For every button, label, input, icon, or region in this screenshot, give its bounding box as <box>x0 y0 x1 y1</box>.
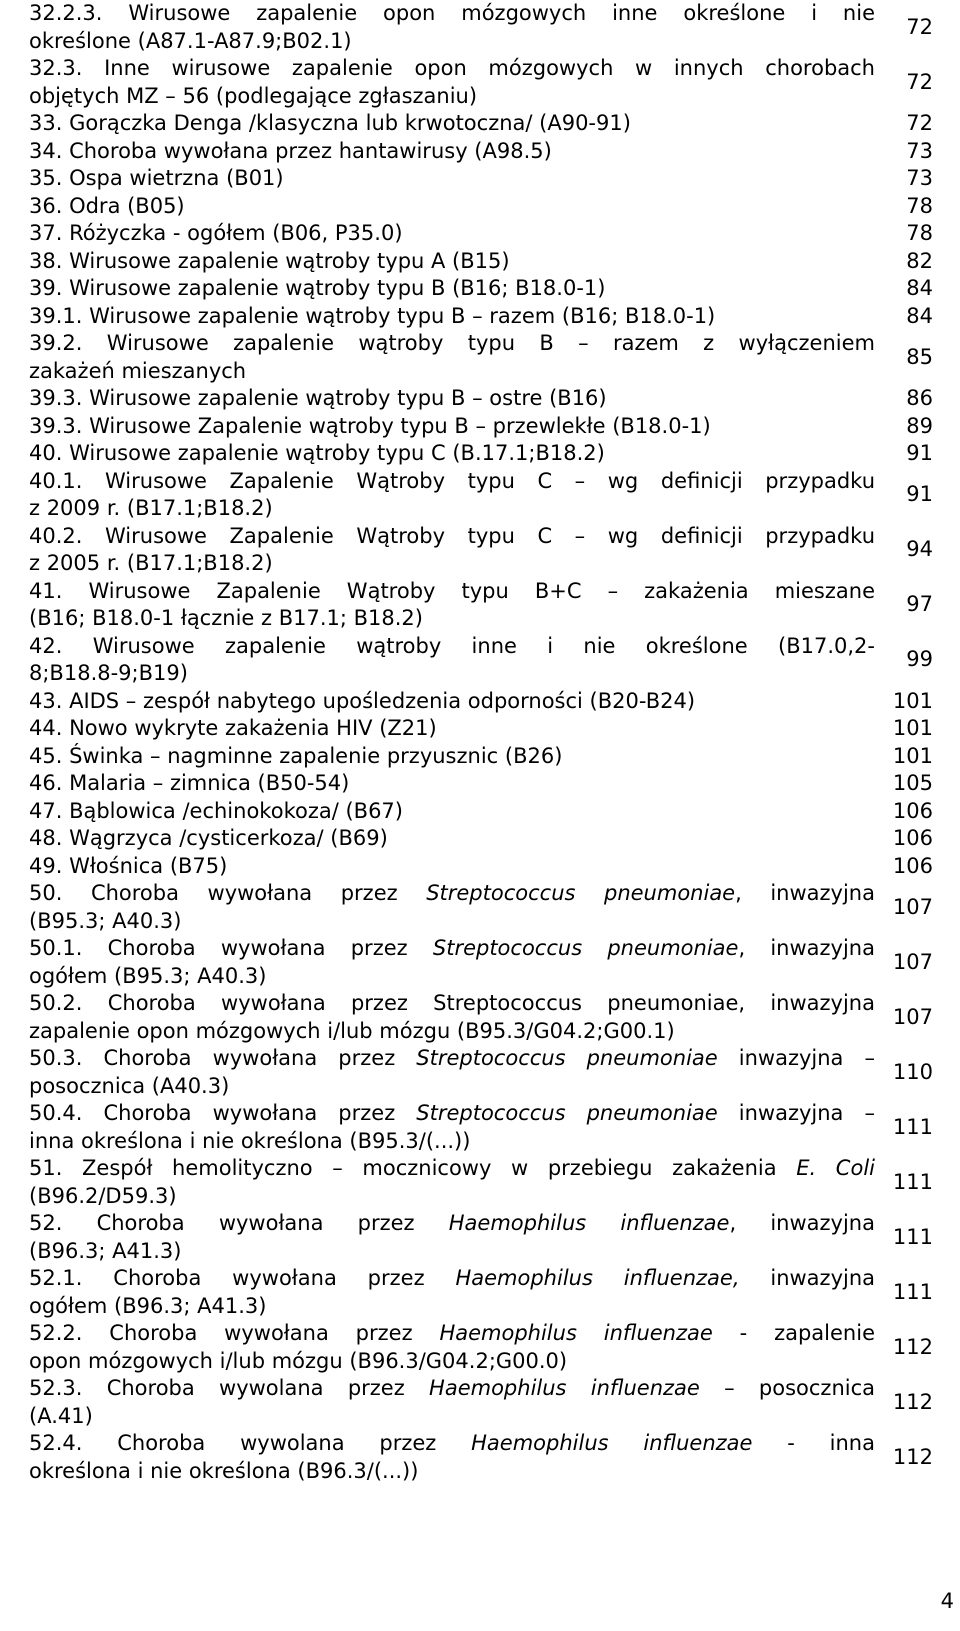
toc-entry-page-number: 106 <box>892 826 933 850</box>
toc-entry-line: określone (A87.1-A87.9;B02.1) <box>29 28 352 53</box>
toc-entry-page-number: 91 <box>906 482 933 507</box>
toc-entry-text <box>29 880 875 935</box>
toc-entry-line: określona i nie określona (B96.3/(...)) <box>29 1458 419 1483</box>
toc-entry-page-number: 72 <box>906 111 933 135</box>
toc-entry-italic-name: Haemophilus influenzae <box>448 1211 730 1235</box>
toc-entry-line: 33. Gorączka Denga /klasyczna lub krwotoczna/ (A90-91) <box>29 111 631 135</box>
toc-entry-line <box>29 1320 875 1348</box>
toc-entry-page-number: 85 <box>906 344 933 369</box>
toc-entry-text-part: 52.1. Choroba wywołana przez <box>29 1266 456 1290</box>
page-number: 4 <box>940 1589 954 1613</box>
toc-entry-text <box>29 303 875 331</box>
toc-entry <box>29 303 933 331</box>
toc-entry <box>29 55 933 110</box>
toc-entry-text-part: 50. Choroba wywołana przez <box>29 881 427 905</box>
toc-entry-page-number: 82 <box>906 248 933 273</box>
toc-entry-text <box>29 1375 875 1430</box>
toc-entry-line: 49. Włośnica (B75) <box>29 853 228 878</box>
toc-entry-line: 40.1. Wirusowe Zapalenie Wątroby typu C – wg definicji przypadku <box>29 468 875 493</box>
toc-entry-line: 34. Choroba wywołana przez hantawirusy (A98.5) <box>29 138 552 163</box>
toc-entry-line: zapalenie opon mózgowych i/lub mózgu (B95.3/G04.2;G00.1) <box>29 1018 675 1043</box>
toc-entry-line: 39.3. Wirusowe Zapalenie wątroby typu B – przewlekłe (B18.0-1) <box>29 413 711 438</box>
toc-entry-page-number: 72 <box>906 69 933 94</box>
toc-entry-text <box>29 578 875 633</box>
toc-entry-line: (B96.3; A41.3) <box>29 1238 182 1263</box>
toc-entry-page-number: 101 <box>892 688 933 713</box>
toc-entry-italic-name: Streptococcus pneumoniae <box>426 881 736 905</box>
toc-entry-text-part: , inwazyjna <box>735 881 875 905</box>
toc-entry <box>29 935 933 990</box>
toc-entry <box>29 770 933 798</box>
toc-entry-line: ogółem (B95.3; A40.3) <box>29 963 267 988</box>
toc-entry-text <box>29 935 875 990</box>
toc-entry-page-number: 110 <box>892 1059 933 1084</box>
toc-entry-italic-name: Streptococcus pneumoniae <box>416 1046 718 1070</box>
toc-entry <box>29 990 933 1045</box>
toc-entry <box>29 413 933 441</box>
toc-entry-line: 42. Wirusowe zapalenie wątroby inne i nie określone (B17.0,2- <box>29 633 875 658</box>
toc-entry-page-number: 112 <box>892 1444 933 1469</box>
toc-entry-line: 35. Ospa wietrzna (B01) <box>29 166 284 190</box>
toc-entry-line <box>29 1155 875 1183</box>
toc-entry-line <box>29 1430 875 1458</box>
toc-entry-line: (A.41) <box>29 1403 93 1428</box>
toc-entry-text <box>29 853 875 881</box>
toc-entry <box>29 1045 933 1100</box>
toc-entry-page-number: 86 <box>906 386 933 410</box>
toc-entry-text <box>29 275 875 303</box>
toc-entry-line: opon mózgowych i/lub mózgu (B96.3/G04.2;G00.0) <box>29 1348 568 1373</box>
toc-entry-text-part: - zapalenie <box>712 1321 875 1345</box>
toc-entry-text <box>29 55 875 110</box>
toc-entry <box>29 0 933 55</box>
toc-entry-page-number: 107 <box>892 1004 933 1029</box>
toc-entry-page-number: 91 <box>906 441 933 465</box>
toc-entry-text-part: inwazyjna – <box>717 1046 875 1070</box>
toc-entry-text <box>29 715 875 743</box>
toc-entry-line: 48. Wągrzyca /cysticerkoza/ (B69) <box>29 826 388 850</box>
toc-entry-line: inna określona i nie określona (B95.3/(...)) <box>29 1128 471 1153</box>
toc-entry-line: (B96.2/D59.3) <box>29 1183 177 1208</box>
toc-entry-text <box>29 1265 875 1320</box>
toc-entry-page-number: 111 <box>892 1279 933 1304</box>
toc-entry-text <box>29 165 875 193</box>
toc-entry <box>29 440 933 468</box>
toc-entry-line: zakażeń mieszanych <box>29 358 247 383</box>
toc-entry <box>29 248 933 276</box>
toc-entry-italic-name: Streptococcus pneumoniae <box>416 1101 718 1125</box>
toc-entry-line: z 2009 r. (B17.1;B18.2) <box>29 496 273 520</box>
toc-entry-text <box>29 633 875 688</box>
toc-entry-page-number: 107 <box>892 949 933 974</box>
toc-entry-page-number: 99 <box>906 647 933 672</box>
toc-entry-line: 39. Wirusowe zapalenie wątroby typu B (B16; B18.0-1) <box>29 276 606 300</box>
toc-entry-page-number: 84 <box>906 303 933 328</box>
toc-entry-italic-name: Streptococcus pneumoniae <box>432 936 739 960</box>
toc-entry-line: 43. AIDS – zespół nabytego upośledzenia odporności (B20-B24) <box>29 688 696 713</box>
toc-entry-italic-name: Haemophilus influenzae <box>429 1376 700 1400</box>
toc-entry <box>29 688 933 716</box>
toc-entry <box>29 825 933 853</box>
toc-entry-line <box>29 935 875 963</box>
toc-entry-page-number: 107 <box>892 894 933 919</box>
toc-entry-page-number: 72 <box>906 14 933 39</box>
toc-entry-text-part: 50.3. Choroba wywołana przez <box>29 1046 417 1070</box>
toc-entry <box>29 1265 933 1320</box>
toc-entry-page-number: 73 <box>906 138 933 163</box>
toc-entry-line: 44. Nowo wykryte zakażenia HIV (Z21) <box>29 716 437 740</box>
toc-entry-line: 39.3. Wirusowe zapalenie wątroby typu B – ostre (B16) <box>29 386 607 410</box>
toc-entry-line: 32.3. Inne wirusowe zapalenie opon mózgowych w innych chorobach <box>29 56 875 80</box>
toc-entry-line: (B95.3; A40.3) <box>29 908 182 933</box>
toc-entry-text-part: – posocznica <box>699 1376 875 1400</box>
toc-entry-text <box>29 330 875 385</box>
toc-entry-text-part: inwazyjna – <box>717 1101 875 1125</box>
toc-entry-page-number: 112 <box>892 1389 933 1414</box>
toc-entry-italic-name: Haemophilus influenzae, <box>455 1266 740 1290</box>
toc-entry-line: 38. Wirusowe zapalenie wątroby typu A (B15) <box>29 248 510 273</box>
toc-entry <box>29 1210 933 1265</box>
toc-entry <box>29 220 933 248</box>
toc-entry-text <box>29 825 875 853</box>
toc-entry-text <box>29 990 875 1045</box>
toc-entry-line: objętych MZ – 56 (podlegające zgłaszaniu) <box>29 83 478 108</box>
toc-entry-line: 46. Malaria – zimnica (B50-54) <box>29 771 350 795</box>
toc-entry-line <box>29 1045 875 1073</box>
toc-entry-line: posocznica (A40.3) <box>29 1073 230 1098</box>
toc-entry-text <box>29 248 875 276</box>
toc-entry-text-part: 52. Choroba wywołana przez <box>29 1211 449 1235</box>
toc-entry-text-part: 51. Zespół hemolityczno – mocznicowy w przebiegu zakażenia <box>29 1156 797 1180</box>
toc-entry-line: z 2005 r. (B17.1;B18.2) <box>29 551 273 575</box>
toc-entry-page-number: 78 <box>906 193 933 218</box>
toc-entry-line: ogółem (B96.3; A41.3) <box>29 1293 267 1318</box>
toc-entry-text <box>29 440 875 468</box>
toc-entry <box>29 633 933 688</box>
toc-entry <box>29 385 933 413</box>
toc-entry <box>29 880 933 935</box>
toc-entry-text <box>29 743 875 771</box>
toc-entry <box>29 165 933 193</box>
toc-entry <box>29 1375 933 1430</box>
toc-entry <box>29 1430 933 1485</box>
toc-entry-italic-name: E. Coli <box>796 1156 875 1180</box>
toc-entry-line: 36. Odra (B05) <box>29 193 185 218</box>
toc-entry-line <box>29 1265 875 1293</box>
toc-entry-line: 8;B18.8-9;B19) <box>29 661 188 685</box>
table-of-contents <box>29 0 933 1485</box>
toc-entry-page-number: 78 <box>906 221 933 245</box>
toc-entry-page-number: 106 <box>892 853 933 878</box>
toc-entry-page-number: 106 <box>892 798 933 823</box>
toc-entry-line: 32.2.3. Wirusowe zapalenie opon mózgowych inne określone i nie <box>29 1 875 25</box>
toc-entry-line <box>29 1375 875 1403</box>
toc-entry-text <box>29 1430 875 1485</box>
toc-entry-text <box>29 138 875 166</box>
toc-entry-text <box>29 523 875 578</box>
toc-entry-page-number: 97 <box>906 592 933 617</box>
toc-entry <box>29 330 933 385</box>
toc-entry-line: 45. Świnka – nagminne zapalenie przyusznic (B26) <box>29 743 563 768</box>
toc-entry <box>29 275 933 303</box>
toc-entry-line <box>29 1100 875 1128</box>
toc-entry-line: 47. Bąblowica /echinokokoza/ (B67) <box>29 798 403 823</box>
toc-entry-line: 40. Wirusowe zapalenie wątroby typu C (B.17.1;B18.2) <box>29 441 605 465</box>
toc-entry-text <box>29 385 875 413</box>
toc-entry-text <box>29 1320 875 1375</box>
toc-entry-text-part: 52.3. Choroba wywolana przez <box>29 1376 430 1400</box>
toc-entry-text-part: 50.4. Choroba wywołana przez <box>29 1101 417 1125</box>
toc-entry-line: 41. Wirusowe Zapalenie Wątroby typu B+C – zakażenia mieszane <box>29 578 875 603</box>
toc-entry-italic-name: Haemophilus influenzae <box>471 1431 753 1455</box>
toc-entry-line: 39.1. Wirusowe zapalenie wątroby typu B – razem (B16; B18.0-1) <box>29 303 716 328</box>
toc-entry <box>29 1320 933 1375</box>
toc-entry-page-number: 101 <box>892 716 933 740</box>
toc-entry-text <box>29 1210 875 1265</box>
toc-entry-text <box>29 798 875 826</box>
toc-entry-line: (B16; B18.0-1 łącznie z B17.1; B18.2) <box>29 606 423 630</box>
toc-entry-text-part: inwazyjna <box>739 1266 876 1290</box>
toc-entry <box>29 468 933 523</box>
toc-entry-page-number: 111 <box>892 1114 933 1139</box>
toc-entry-text-part: 52.4. Choroba wywolana przez <box>29 1431 472 1455</box>
toc-entry <box>29 798 933 826</box>
toc-entry-text <box>29 220 875 248</box>
toc-entry-page-number: 111 <box>892 1169 933 1194</box>
toc-entry-text-part: - inna <box>752 1431 875 1455</box>
toc-entry-page-number: 84 <box>906 276 933 300</box>
toc-entry-page-number: 101 <box>892 743 933 768</box>
toc-entry-text <box>29 413 875 441</box>
toc-entry <box>29 853 933 881</box>
toc-entry <box>29 1100 933 1155</box>
toc-entry <box>29 138 933 166</box>
toc-entry-line: 50.2. Choroba wywołana przez Streptococcus pneumoniae, inwazyjna <box>29 991 875 1015</box>
toc-entry-line: 37. Różyczka - ogółem (B06, P35.0) <box>29 221 403 245</box>
toc-entry <box>29 523 933 578</box>
toc-entry-text <box>29 1100 875 1155</box>
toc-entry-text-part: 52.2. Choroba wywołana przez <box>29 1321 440 1345</box>
toc-entry <box>29 715 933 743</box>
toc-entry-text-part: , inwazyjna <box>729 1211 875 1235</box>
toc-entry-page-number: 112 <box>892 1334 933 1359</box>
toc-entry <box>29 193 933 221</box>
toc-entry-page-number: 105 <box>892 771 933 795</box>
toc-entry-text <box>29 0 875 55</box>
toc-entry <box>29 743 933 771</box>
toc-entry-text <box>29 1045 875 1100</box>
toc-entry-line: 39.2. Wirusowe zapalenie wątroby typu B – razem z wyłączeniem <box>29 331 875 355</box>
toc-entry-italic-name: Haemophilus influenzae <box>439 1321 713 1345</box>
toc-entry-line: 40.2. Wirusowe Zapalenie Wątroby typu C – wg definicji przypadku <box>29 523 875 548</box>
toc-entry-page-number: 94 <box>906 537 933 562</box>
toc-entry-page-number: 89 <box>906 413 933 438</box>
toc-entry-text <box>29 1155 875 1210</box>
toc-entry-text <box>29 193 875 221</box>
toc-entry-line <box>29 1210 875 1238</box>
toc-entry-text <box>29 468 875 523</box>
toc-entry-text-part: , inwazyjna <box>738 936 875 960</box>
toc-entry <box>29 578 933 633</box>
toc-entry-text <box>29 770 875 798</box>
toc-entry <box>29 110 933 138</box>
toc-entry <box>29 1155 933 1210</box>
toc-entry-text <box>29 110 875 138</box>
toc-entry-text <box>29 688 875 716</box>
toc-entry-text-part: 50.1. Choroba wywołana przez <box>29 936 433 960</box>
toc-entry-page-number: 111 <box>892 1224 933 1249</box>
toc-entry-line <box>29 880 875 908</box>
toc-entry-page-number: 73 <box>906 166 933 190</box>
